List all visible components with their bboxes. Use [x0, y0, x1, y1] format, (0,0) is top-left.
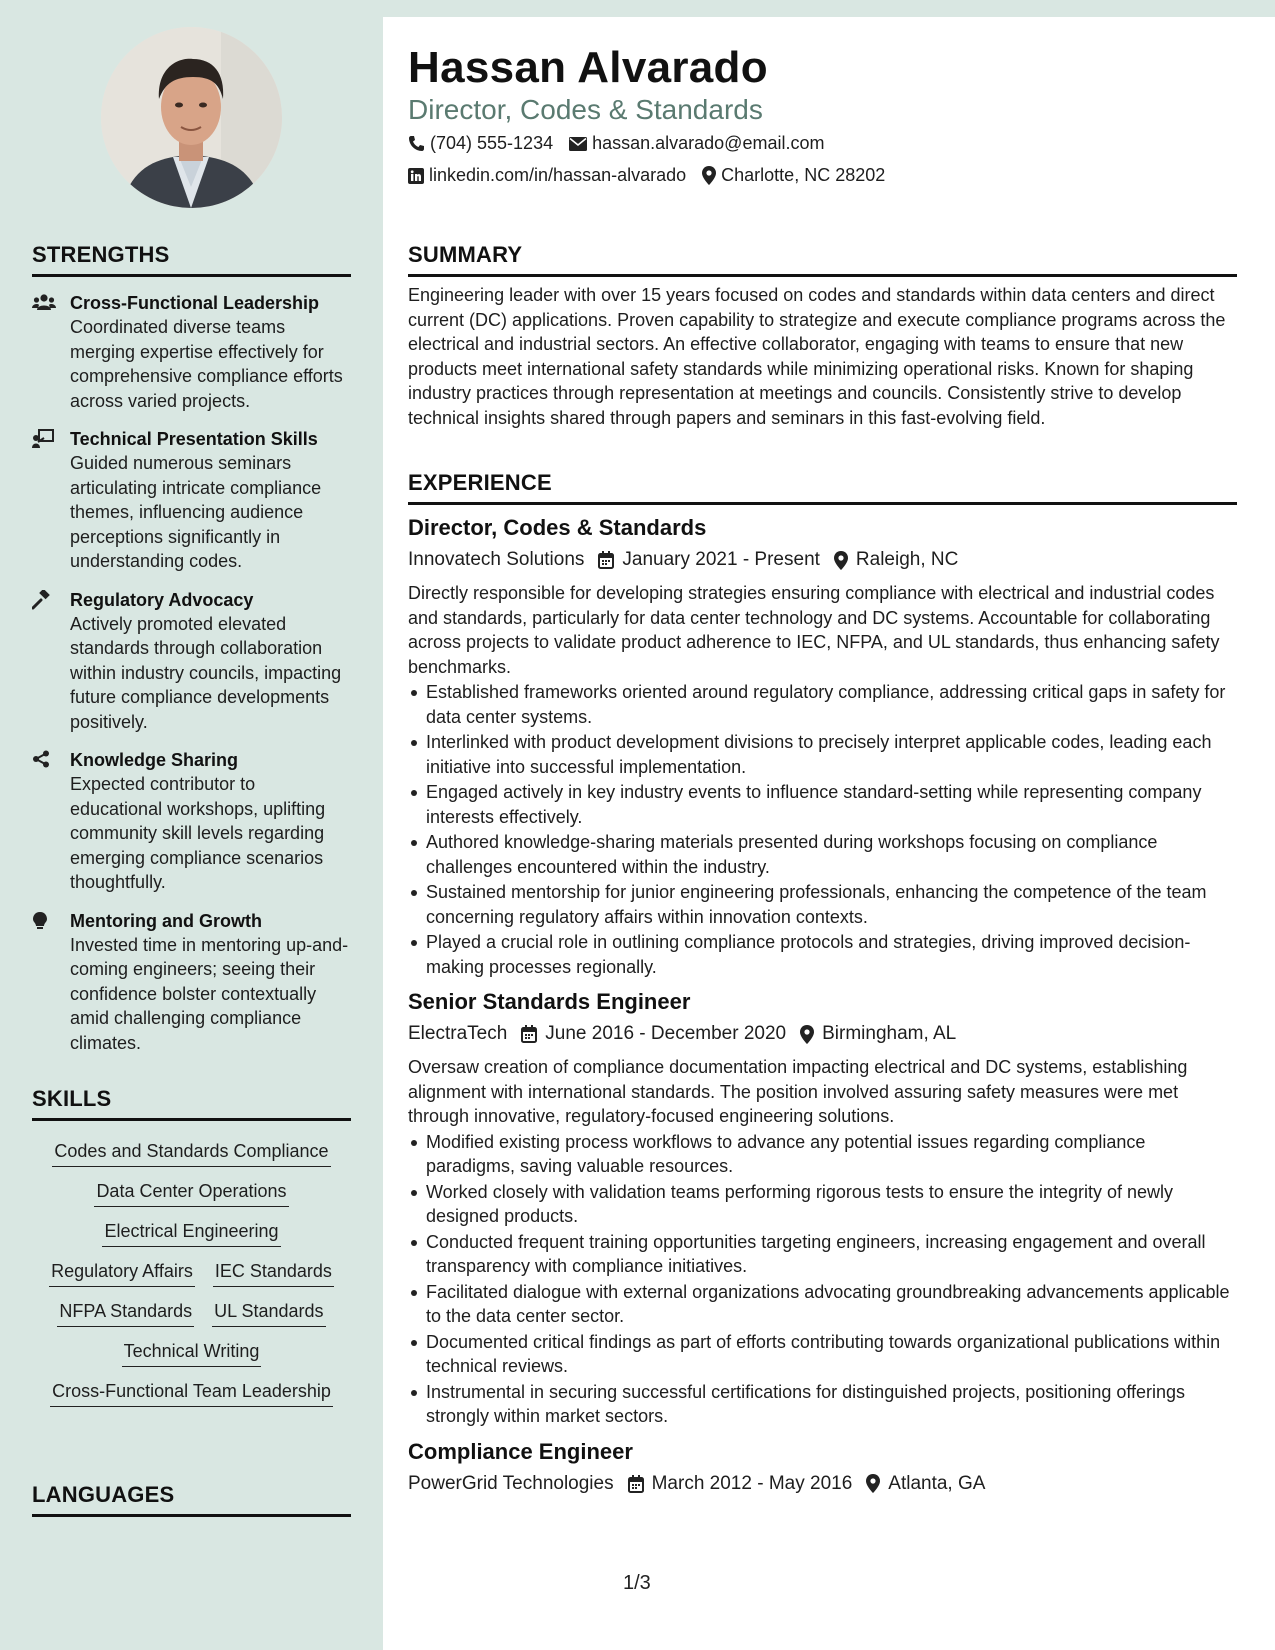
bullet-item: Instrumental in securing successful certifications for distinguished projects, positioning offerings strongly within market sectors. — [408, 1380, 1237, 1429]
calendar-icon — [521, 1025, 537, 1043]
location-icon — [800, 1025, 814, 1044]
phone-icon — [408, 135, 425, 152]
location-icon — [866, 1474, 880, 1493]
languages-heading: LANGUAGES — [32, 1482, 351, 1517]
skill-tag: Regulatory Affairs — [49, 1259, 195, 1287]
skill-tag: Data Center Operations — [94, 1179, 288, 1207]
job-description: Directly responsible for developing strategies ensuring compliance with electrical and industrial codes and standards, particularly for data center technology and DC systems. Accountable for collaborating across projects to validate product adherence to IEC, NFPA, and UL standards, thus enhancing safety benchmarks. — [408, 583, 1220, 677]
job-description: Oversaw creation of compliance documentation impacting electrical and DC systems, establishing alignment with international standards. The position involved assuring safety measures were met through innovative, regulatory-focused engineering solutions. — [408, 1057, 1188, 1126]
job-entry — [408, 1437, 1237, 1499]
bullet-item: Sustained mentorship for junior engineering professionals, enhancing the competence of the team concerning regulatory affairs within innovation contexts. — [408, 880, 1237, 929]
bullet-item: Engaged actively in key industry events to influence standard-setting while representing company interests effectively. — [408, 780, 1237, 829]
job-entry — [408, 513, 1237, 979]
bullet-item: Interlinked with product development divisions to precisely interpret applicable codes, leading each initiative into successful implementation. — [408, 730, 1237, 779]
location-icon — [702, 166, 716, 185]
job-bullets — [408, 680, 1237, 979]
phone-text[interactable]: (704) 555-1234 — [430, 133, 554, 153]
skill-tag: Technical Writing — [122, 1339, 262, 1367]
strength-item — [32, 427, 351, 574]
linkedin-text[interactable]: linkedin.com/in/hassan-alvarado — [429, 165, 687, 185]
strength-title: Mentoring and Growth — [70, 910, 262, 931]
strength-desc: Coordinated diverse teams merging expertise effectively for comprehensive compliance efforts across varied projects. — [70, 317, 343, 411]
avatar — [101, 27, 282, 208]
job-entry — [408, 987, 1237, 1429]
skills-section — [32, 1086, 351, 1407]
skills-heading: SKILLS — [32, 1086, 351, 1121]
strength-desc: Actively promoted elevated standards through collaboration within industry councils, impacting future compliance developments positively. — [70, 613, 342, 732]
strength-desc: Invested time in mentoring up-and-coming engineers; seeing their confidence bolster contextually amid challenging compliance climates. — [70, 934, 349, 1053]
job-title: Compliance Engineer — [408, 1438, 633, 1464]
location-text: Charlotte, NC 28202 — [721, 165, 886, 185]
strength-title: Regulatory Advocacy — [70, 589, 254, 610]
job-meta — [408, 545, 1237, 575]
strength-desc: Guided numerous seminars articulating intricate compliance themes, influencing audience perceptions significantly in understanding codes. — [70, 453, 322, 571]
bullet-item: Worked closely with validation teams performing rigorous tests to ensure the integrity of newly designed products. — [408, 1180, 1237, 1229]
strength-desc: Expected contributor to educational workshops, uplifting community skill levels regarding emerging compliance scenarios thoughtfully. — [70, 774, 326, 892]
job-location: Birmingham, AL — [822, 1023, 957, 1044]
job-meta — [408, 1019, 1237, 1049]
strength-title: Cross-Functional Leadership — [70, 293, 320, 313]
sidebar — [0, 0, 383, 1650]
contact-row — [408, 133, 840, 154]
languages-section — [32, 1482, 351, 1517]
users-icon — [32, 291, 70, 413]
job-location: Raleigh, NC — [855, 549, 959, 570]
job-dates: March 2012 - May 2016 — [651, 1472, 853, 1494]
strength-item — [32, 909, 351, 1056]
contact-row — [408, 165, 901, 186]
email-icon — [569, 137, 587, 151]
job-meta — [408, 1469, 1237, 1499]
job-dates: January 2021 - Present — [622, 549, 820, 570]
job-bullets — [408, 1130, 1237, 1429]
job-dates: June 2016 - December 2020 — [545, 1023, 787, 1044]
candidate-title: Director, Codes & Standards — [408, 94, 763, 125]
strength-item — [32, 291, 351, 413]
linkedin-icon — [408, 168, 424, 184]
candidate-name: Hassan Alvarado — [408, 43, 768, 92]
skill-tag: UL Standards — [212, 1299, 325, 1327]
strengths-section — [32, 242, 351, 1055]
bullet-item: Facilitated dialogue with external organizations advocating groundbreaking advancements applicable to the data center sector. — [408, 1280, 1237, 1329]
calendar-icon — [628, 1475, 644, 1493]
skill-tag: Electrical Engineering — [102, 1219, 280, 1247]
summary-section — [408, 242, 1237, 430]
bullet-item: Authored knowledge-sharing materials presented during workshops focusing on compliance challenges encountered within the industry. — [408, 830, 1237, 879]
company-name: Innovatech Solutions — [408, 549, 585, 570]
calendar-icon — [598, 551, 614, 569]
experience-section — [408, 470, 1237, 1499]
presentation-icon — [32, 427, 70, 574]
experience-heading: EXPERIENCE — [408, 470, 1237, 505]
strength-title: Technical Presentation Skills — [70, 429, 318, 449]
strength-item — [32, 588, 351, 735]
job-location: Atlanta, GA — [888, 1472, 986, 1494]
strengths-heading: STRENGTHS — [32, 242, 351, 277]
skill-tag: Cross-Functional Team Leadership — [50, 1379, 333, 1407]
job-title: Senior Standards Engineer — [408, 989, 691, 1014]
bullet-item: Played a crucial role in outlining compliance protocols and strategies, driving improved decision-making processes regionally. — [408, 930, 1237, 979]
strength-title: Knowledge Sharing — [70, 750, 239, 770]
summary-heading: SUMMARY — [408, 242, 1237, 277]
strength-item — [32, 748, 351, 895]
skill-tag: NFPA Standards — [57, 1299, 194, 1327]
skills-list — [32, 1121, 351, 1407]
bullet-item: Conducted frequent training opportunities targeting engineers, increasing engagement and overall transparency with compliance initiatives. — [408, 1230, 1237, 1279]
skill-tag: Codes and Standards Compliance — [52, 1139, 330, 1167]
bullet-item: Documented critical findings as part of efforts contributing towards organizational publications within technical reviews. — [408, 1330, 1237, 1379]
company-name: ElectraTech — [408, 1023, 508, 1044]
lightbulb-icon — [32, 909, 70, 1056]
bullet-item: Modified existing process workflows to advance any potential issues regarding compliance paradigms, saving valuable resources. — [408, 1130, 1237, 1179]
main-content — [383, 17, 1275, 1650]
bullet-item: Established frameworks oriented around regulatory compliance, addressing critical gaps in safety for data center systems. — [408, 680, 1237, 729]
page-number: 1/3 — [623, 1572, 651, 1594]
gavel-icon — [32, 588, 70, 735]
share-icon — [32, 748, 70, 895]
location-icon — [834, 551, 848, 570]
skill-tag: IEC Standards — [213, 1259, 334, 1287]
company-name: PowerGrid Technologies — [408, 1472, 614, 1494]
summary-text: Engineering leader with over 15 years focused on codes and standards within data centers and direct current (DC) applications. Proven capability to strategize and execute compliance programs across the electrical and industrial sectors. An effective collaborator, engaging with teams to ensure that new products meet international safety standards while minimizing operational risks. Known for shaping industry practices through representation at meetings and councils. Consistently strive to develop technical insights shared through papers and seminars in this fast-evolving field. — [408, 285, 1226, 428]
job-title: Director, Codes & Standards — [408, 515, 707, 540]
email-text[interactable]: hassan.alvarado@email.com — [592, 133, 825, 153]
